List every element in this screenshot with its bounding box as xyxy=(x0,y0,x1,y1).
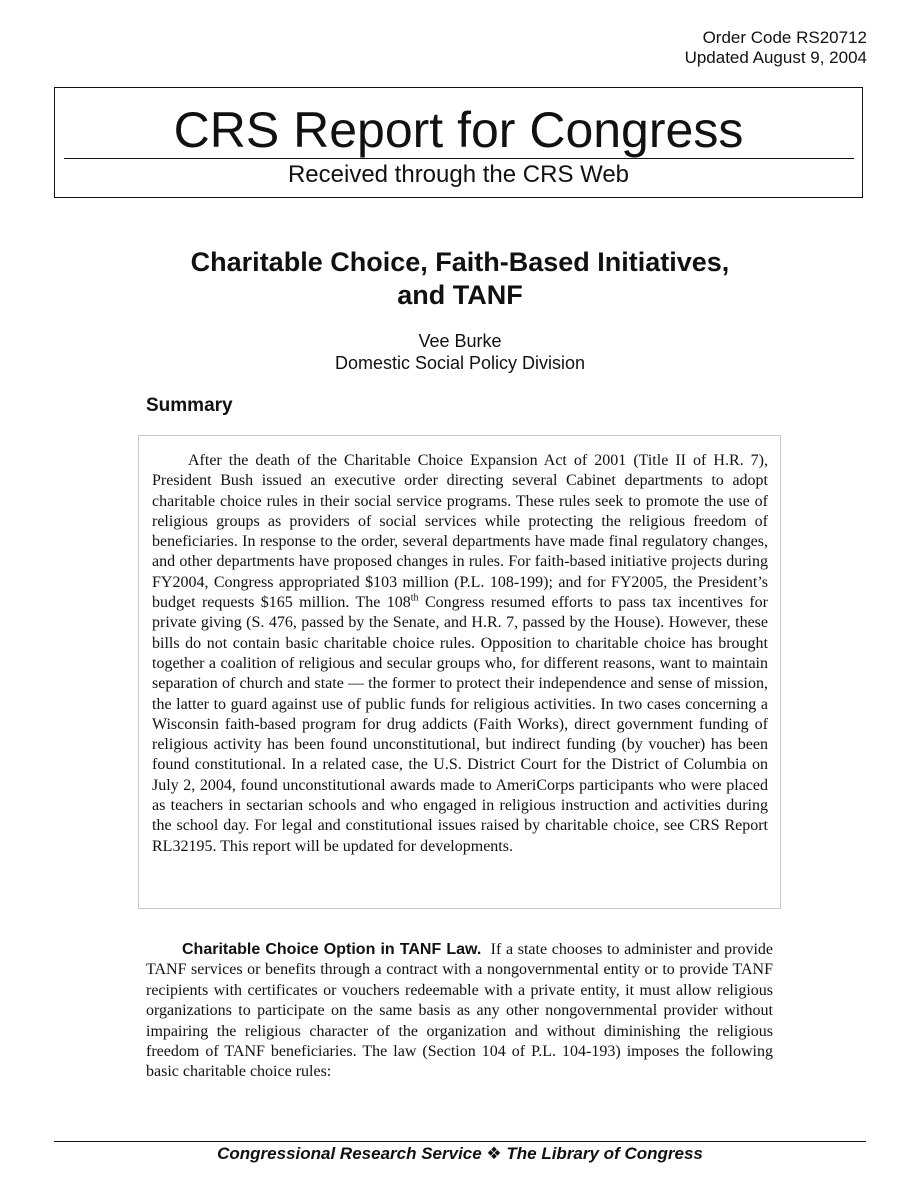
footer: Congressional Research Service ❖ The Library of Congress xyxy=(217,1144,703,1163)
report-title-line-2: and TANF xyxy=(397,280,523,310)
summary-heading: Summary xyxy=(146,395,233,416)
banner-title: CRS Report for Congress xyxy=(173,102,744,158)
order-info xyxy=(685,28,867,68)
banner-divider xyxy=(64,158,854,159)
report-title-line-1: Charitable Choice, Faith-Based Initiatives, xyxy=(190,247,730,277)
author-block xyxy=(100,330,820,374)
order-code: Order Code RS20712 xyxy=(702,28,867,47)
author-name: Vee Burke xyxy=(418,331,502,351)
summary-text xyxy=(152,451,768,857)
section-heading: Charitable Choice Option in TANF Law. xyxy=(182,941,482,958)
tanf-section-paragraph xyxy=(146,940,773,1083)
report-title xyxy=(100,246,820,312)
updated-date: Updated August 9, 2004 xyxy=(684,48,867,67)
banner-subtitle: Received through the CRS Web xyxy=(287,161,630,188)
summary-text-part-2: Congress resumed efforts to pass tax incentives for private giving (S. 476, passed by the Senate, and H.R. 7, passed by the House). However, these bills do not contain basic charitable choice rules. Opposition to charitable choice has brought together a coalition of religious and secular groups who, for different reasons, want to maintain separation of church and state — the former to protect their independence and sense of mission, the latter to guard against use of public funds for religious activities. In two cases concerning a Wisconsin faith-based program for drug addicts (Faith Works), direct government funding of religious activity has been found unconstitutional, but indirect funding (by voucher) has been found constitutional. In a related case, the U.S. District Court for the District of Columbia on July 2, 2004, found unconstitutional awards made to AmeriCorps participants who were placed as teachers in sectarian schools and who engaged in religious instruction and activities during the school day. For legal and constitutional issues raised by charitable choice, see CRS Report RL32195. This report will be updated for developments. xyxy=(152,594,768,855)
author-division: Domestic Social Policy Division xyxy=(334,353,586,373)
summary-box xyxy=(138,435,781,909)
report-banner xyxy=(54,87,863,198)
section-text: If a state chooses to administer and provide TANF services or benefits through a contract with a nongovernmental entity or to provide TANF recipients with certificates or vouchers redeemable with a private entity, it must allow religious organizations to participate on the same basis as any other nongovernmental provider without impairing the religious character of the organization and without diminishing the religious freedom of TANF beneficiaries. The law (Section 104 of P.L. 104-193) imposes the following basic charitable choice rules: xyxy=(146,941,773,1081)
summary-text-part-1: After the death of the Charitable Choice Expansion Act of 2001 (Title II of H.R. 7), President Bush issued an executive order directing several Cabinet departments to adopt charitable choice rules in their social service programs. These rules seek to promote the use of religious groups as providers of social services while protecting the religious freedom of beneficiaries. In response to the order, several departments have made final regulatory changes, and other departments have proposed changes in rules. For faith-based initiative projects during FY2004, Congress appropriated $103 million (P.L. 108-199); and for FY2005, the President’s budget requests $165 million. The 108 xyxy=(152,452,768,612)
footer-divider xyxy=(54,1141,866,1142)
ordinal-suffix: th xyxy=(410,592,419,604)
